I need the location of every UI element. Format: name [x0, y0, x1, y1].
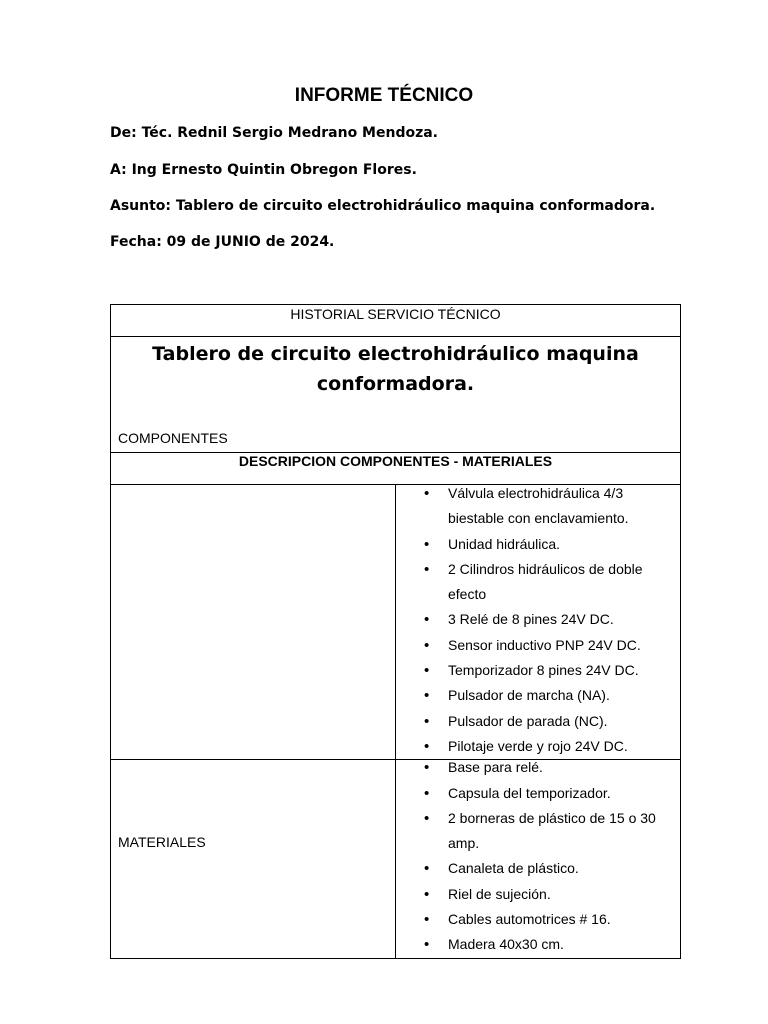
date-line: Fecha: 09 de JUNIO de 2024.	[110, 234, 335, 250]
list-item: • Válvula electrohidráulica 4/3 biestable con enclavamiento.	[396, 481, 680, 532]
list-item: • Cables automotrices # 16.	[396, 907, 680, 932]
section-header: DESCRIPCION COMPONENTES - MATERIALES	[238, 453, 553, 469]
list-item: • Capsula del temporizador.	[396, 781, 680, 806]
list-item: • Riel de sujeción.	[396, 882, 680, 907]
table-header	[111, 305, 681, 337]
componentes-label: COMPONENTES	[118, 430, 228, 447]
list-item: • Pilotaje verde y rojo 24V DC.	[396, 734, 680, 759]
from-line: De: Téc. Rednil Sergio Medrano Mendoza.	[110, 125, 439, 141]
to-line: A: Ing Ernesto Quintin Obregon Flores.	[110, 162, 417, 178]
list-item: • 2 Cilindros hidráulicos de doble efecto	[396, 557, 680, 608]
materiales-label-cell	[111, 760, 396, 958]
list-item: • Unidad hidráulica.	[396, 532, 680, 557]
list-item: • Base para relé.	[396, 755, 680, 780]
service-history-table	[110, 304, 681, 959]
subject-line: Asunto: Tablero de circuito electrohidráulico maquina conformadora.	[110, 198, 656, 214]
list-item: • Canaleta de plástico.	[396, 856, 680, 881]
section-header-cell	[111, 453, 681, 485]
componentes-list	[396, 481, 680, 759]
list-item: • 3 Relé de 8 pines 24V DC.	[396, 607, 680, 632]
list-item: • 2 borneras de plástico de 15 o 30 amp.	[396, 806, 680, 857]
subject-title: Tablero de circuito electrohidráulico maquina conformadora.	[152, 343, 639, 395]
componentes-list-cell	[396, 485, 681, 760]
list-item: • Pulsador de marcha (NA).	[396, 683, 680, 708]
table-header-text: HISTORIAL SERVICIO TÉCNICO	[290, 306, 501, 322]
list-item: • Temporizador 8 pines 24V DC.	[396, 658, 680, 683]
materiales-list	[396, 755, 680, 957]
list-item: • Madera 40x30 cm.	[396, 932, 680, 957]
materiales-list-cell	[396, 760, 681, 958]
materiales-label: MATERIALES	[118, 833, 206, 850]
document-title: INFORME TÉCNICO	[294, 85, 474, 106]
list-item: • Pulsador de parada (NC).	[396, 709, 680, 734]
list-item: • Sensor inductivo PNP 24V DC.	[396, 633, 680, 658]
